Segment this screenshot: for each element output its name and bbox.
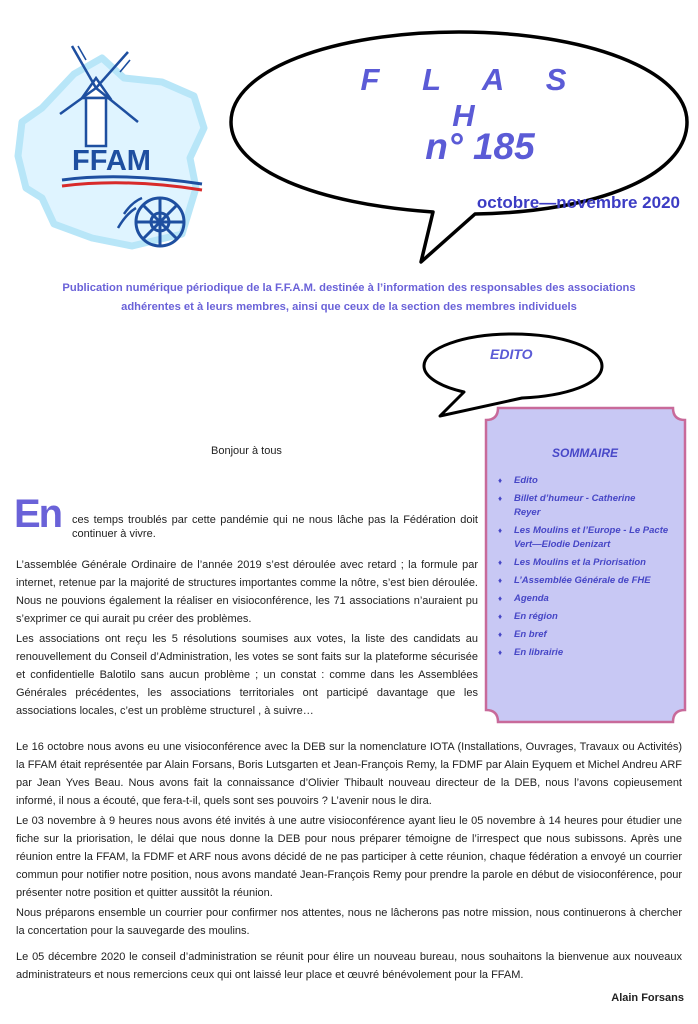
diamond-bullet-icon: ♦ bbox=[498, 558, 503, 567]
sommaire-title: SOMMAIRE bbox=[552, 446, 618, 460]
issue-date: octobre—novembre 2020 bbox=[476, 193, 680, 212]
diamond-bullet-icon: ♦ bbox=[498, 630, 503, 639]
diamond-bullet-icon: ♦ bbox=[498, 612, 503, 621]
sommaire-item[interactable]: ♦ Edito bbox=[498, 475, 538, 486]
sommaire-item[interactable]: ♦ Les Moulins et la Priorisation bbox=[498, 557, 646, 568]
sommaire-item[interactable]: ♦ En région bbox=[498, 611, 558, 622]
diamond-bullet-icon: ♦ bbox=[498, 476, 503, 485]
edito-speech-bubble bbox=[418, 330, 608, 418]
first-paragraph: ces temps troublés par cette pandémie qui ne nous lâche pas la Fédération doit continuer à vivre. bbox=[72, 514, 478, 540]
sommaire-list bbox=[500, 474, 680, 664]
sommaire-item[interactable]: ♦ En librairie bbox=[498, 647, 564, 658]
sommaire-item[interactable]: ♦ En bref bbox=[498, 629, 547, 640]
paragraph-courrier: Nous préparons ensemble un courrier pour confirmer nos attentes, nous ne lâcherons pas notre mission, nous continuerons à chercher la concertation pour la sauvegarde des moulins. bbox=[16, 907, 682, 937]
sommaire-item[interactable]: ♦ L’Assemblée Générale de FHE bbox=[498, 575, 651, 586]
diamond-bullet-icon: ♦ bbox=[498, 576, 503, 585]
diamond-bullet-icon: ♦ bbox=[498, 494, 503, 503]
issue-number: n° 185 bbox=[425, 126, 535, 167]
publication-subtitle bbox=[30, 279, 668, 317]
diamond-bullet-icon: ♦ bbox=[498, 648, 503, 657]
paragraph-priorisation: Le 03 novembre à 9 heures nous avons été invités à une autre visioconférence ayant lieu le 05 novembre à 14 heures pour étudier une fiche sur la priorisation, le délai que nous donne la DEB pour nous préparer témoigne de l’irrespect que nous subissons. Après une réunion entre la FFAM, la FDMF et ARF nous avons décidé de ne pas participer à cette réunion, chaque fédération a envoyé un courrier commun pour notifier notre position, nous avons mandaté Jean-François Remy pour prendre la parole en début de visioconférence, pour présenter notre position et quitter aussitôt la réunion. bbox=[16, 815, 682, 899]
subtitle-line-2: adhérentes et à leurs membres, ainsi que ceux de la section des membres individuels bbox=[121, 301, 577, 313]
diamond-bullet-icon: ♦ bbox=[498, 526, 503, 535]
sommaire-item[interactable]: ♦ Les Moulins et l’Europe - Le Pacte Vert—Elodie Denizart bbox=[498, 525, 669, 550]
sommaire-item[interactable]: ♦ Billet d’humeur - Catherine Reyer bbox=[498, 493, 636, 518]
paragraph-resolutions: Les associations ont reçu les 5 résolutions soumises aux votes, la liste des candidats au renouvellement du Conseil d’Administration, les votes se sont faits sur la plateforme sécurisée et confidentielle Balotilo sans aucun problème ; un constat : comme dans les Assemblées Générales précédentes, les associations territoriales ont participé davantage que les associations locales, c’est un problème structurel , à suivre… bbox=[16, 633, 478, 717]
signature: Alain Forsans bbox=[611, 992, 684, 1004]
subtitle-line-1: Publication numérique périodique de la F.F.A.M. destinée à l’information des responsables des associations bbox=[62, 282, 636, 294]
sommaire-item[interactable]: ♦ Agenda bbox=[498, 593, 549, 604]
dropcap: En bbox=[14, 492, 62, 536]
paragraph-agm: L’assemblée Générale Ordinaire de l’année 2019 s’est déroulée avec retard ; la formule par internet, retenue par la majorité de structures importantes comme la nôtre, s’est bien déroulée. Nous ne pouvions également la réaliser en visioconférence, les 71 associations n’auraient pu s’exprimer ce qui aurait pu créer des problèmes. bbox=[16, 559, 478, 625]
edito-label: EDITO bbox=[490, 346, 533, 362]
flash-title: F L A S H bbox=[360, 62, 584, 133]
logo-text: FFAM bbox=[72, 145, 151, 177]
paragraph-conseil: Le 05 décembre 2020 le conseil d’administration se réunit pour élire un nouveau bureau, nous souhaitons la bienvenue aux nouveaux administrateurs et nous remercions ceux qui ont laissé leur place et œuvré bénévolement pour la FFAM. bbox=[16, 951, 682, 981]
paragraph-deb-meeting: Le 16 octobre nous avons eu une visioconférence avec la DEB sur la nomenclature IOTA (Installations, Ouvrages, Travaux ou Activités) la FFAM était représentée par Alain Forsans, Boris Lutsgarten et Jean-François Remy, la FDMF par Alain Eyquem et Michel Andreu ARF par Jean Yves Beau. Nous avons fait la connaissance d’Olivier Thibault nouveau directeur de la DEB, nous l’avons copieusement informé, il nous a écouté, que fera-t-il, quels sont ses pouvoirs ? L’avenir nous le dira. bbox=[16, 741, 682, 807]
ffam-logo bbox=[12, 38, 212, 250]
greeting: Bonjour à tous bbox=[211, 445, 282, 457]
diamond-bullet-icon: ♦ bbox=[498, 594, 503, 603]
